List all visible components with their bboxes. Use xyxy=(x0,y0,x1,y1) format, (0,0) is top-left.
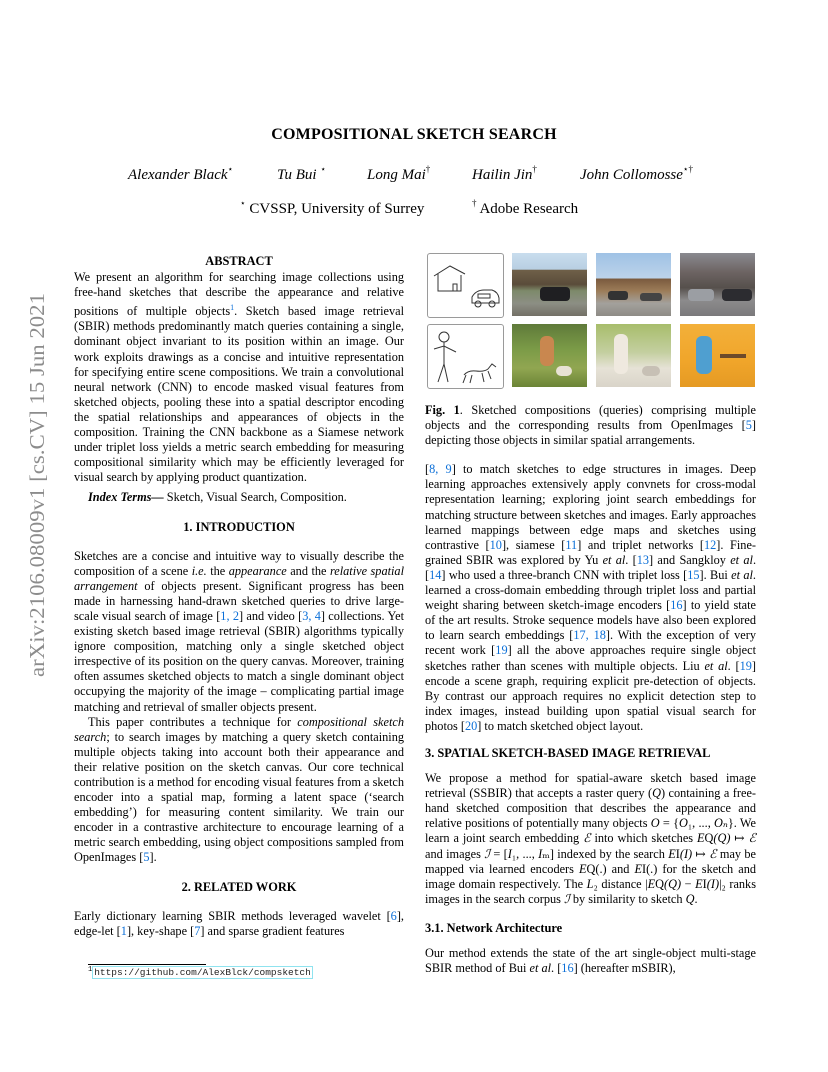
author-bui: Tu Bui ⋆ xyxy=(277,164,326,183)
arxiv-identifier: arXiv:2106.08009v1 [cs.CV] 15 Jun 2021 xyxy=(25,315,49,677)
paper-title: COMPOSITIONAL SKETCH SEARCH xyxy=(271,126,557,143)
citation-link[interactable]: 19 xyxy=(495,643,508,658)
footnote-rule xyxy=(88,964,206,965)
network-architecture-paragraph: Our method extends the state of the art single-object multi-stage SBIR method of Bui et al. [16] (hereafter mSBIR), xyxy=(425,946,756,976)
citation-link[interactable]: 5 xyxy=(143,850,150,865)
method-heading: 3. SPATIAL SKETCH-BASED IMAGE RETRIEVAL xyxy=(425,745,711,760)
citation-link[interactable]: 10 xyxy=(489,537,502,552)
author-black: Alexander Black⋆ xyxy=(128,164,234,183)
result-photo-parked-cars xyxy=(680,253,755,316)
footnote-ref[interactable]: 1 xyxy=(230,303,235,313)
result-photo-street-building xyxy=(596,253,671,316)
author-collomosse: John Collomosse⋆† xyxy=(580,164,694,183)
related-heading: 2. RELATED WORK xyxy=(181,879,297,894)
arxiv-stamp xyxy=(14,290,54,680)
citation-link[interactable]: 6 xyxy=(390,908,397,923)
author-jin: Hailin Jin† xyxy=(472,164,537,183)
result-photo-kid-orange xyxy=(680,324,755,387)
intro-paragraph-1: Sketches are a concise and intuitive way to visually describe the composition of a scene i.e. the appearance and the relative spatial arrangement of objects present. Significant progress has been made in harnessing hand-drawn sketched queries to drive large-scale visual search of image [1, 2] and video [3, 4] collections. Yet existing sketch based image retrieval (SBIR) algorithms typically ignore composition, matching only a single sketched object irrespective of its position on the query canvas. Moreover, training often assumes sketched objects to match a single dominant object occupying the majority of the image – complicating partial image matching and retrieval of smaller objects present. xyxy=(74,548,405,714)
citation-link[interactable]: 17, 18 xyxy=(573,628,606,643)
citation-link[interactable]: 7 xyxy=(194,923,201,938)
intro-paragraph-2: This paper contributes a technique for compositional sketch search; to search images by matching a query sketch containing multiple objects taking into account both their appearance and their relative position on the sketch canvas. Our core technical contribution is a method for encoding visual features from a sketch encoder into a spatial map, forming a latent space (‘search embedding’) for measuring content similarity. We train our encoder in a contrastive architecture to encourage learning of a metric search embedding, using object compositions sampled from OpenImages [5]. xyxy=(74,714,404,865)
affiliation-adobe: † Adobe Research xyxy=(472,198,579,217)
intro-heading: 1. INTRODUCTION xyxy=(183,519,295,534)
citation-link[interactable]: 19 xyxy=(739,658,752,673)
left-column xyxy=(74,254,404,939)
sketch-query-person-dog xyxy=(427,324,504,389)
citation-link[interactable]: 16 xyxy=(670,598,683,613)
citation-link[interactable]: 20 xyxy=(464,718,478,733)
figure-1-caption: Fig. 1. Sketched compositions (queries) comprising multiple objects and the corresponding results from OpenImages [5] depicting those objects in similar spatial arrangements. xyxy=(425,403,757,448)
citation-link[interactable]: 14 xyxy=(429,567,442,582)
citation-link[interactable]: 11 xyxy=(565,537,578,552)
affiliation-surrey: ⋆ CVSSP, University of Surrey xyxy=(240,198,425,217)
abstract-text: We present an algorithm for searching image collections using free-hand sketches that describe the appearance and relative positions of multiple objects$^1$. Sketch based image retrieval (SBIR) methods predominantly match queries containing a single, dominant object invariant to its position within an image. Our work exploits drawings as a concise and intuitive representation for specifying entire scene compositions. We train a convolutional neural network (CNN) to encode masked visual features from sketched objects, pooling these into a spatial descriptor encoding the spatial relationships and appearances of objects in the composition. Training the CNN backbone as a Siamese network under triplet loss yields a metric search embedding for measuring compositional similarity which may be efficiently leveraged for visual search by applying product quantization. xyxy=(74,270,404,485)
citation-link[interactable]: 1, 2 xyxy=(220,608,239,623)
index-terms: Index Terms— Sketch, Visual Search, Composition. xyxy=(88,490,347,505)
related-paragraph-continued: [8, 9] to match sketches to edge structures in images. Deep learning approaches extensively apply convnets for cross-modal representation learning; exploring joint search embeddings for matching structure between sketches and images. Early approaches learned mappings between edge maps and sketches using contrastive [10], siamese [11] and triplet networks [12]. Fine-grained SBIR was explored by Yu et al. [13] and Sangkloy et al. [14] who used a three-branch CNN with triplet loss [15]. Bui et al. learned a cross-domain embedding through triplet loss and partial weight sharing between sketch-image encoders [16] to yield state of the art results. Stroke sequence models have also been explored to learn search embeddings [17, 18]. With the exception of very recent work [19] all the above approaches require single object sketches rather than scenes with multiple objects. Liu et al. [19] encode a scene graph, requiring explicit pre-detection of objects. By contrast our approach requires no explicit detection step to index images, instead building upon spatial visual search for photos [20] to match sketched object layout. xyxy=(425,462,757,733)
citation-link[interactable]: 16 xyxy=(561,961,574,976)
citation-link[interactable]: 8, 9 xyxy=(429,462,452,477)
citation-link[interactable]: 12 xyxy=(703,537,717,552)
right-column xyxy=(425,403,756,976)
sketch-query-house-car xyxy=(427,253,504,318)
author-mai: Long Mai† xyxy=(367,164,431,183)
citation-link[interactable]: 1 xyxy=(120,923,127,938)
abstract-heading: ABSTRACT xyxy=(205,254,273,268)
citation-link[interactable]: 3, 4 xyxy=(302,608,321,623)
figure-1 xyxy=(427,253,755,389)
result-photo-child-dog-grass xyxy=(512,324,587,387)
result-photo-driveway xyxy=(512,253,587,316)
related-paragraph-1: Early dictionary learning SBIR methods leveraged wavelet [6], edge-let [1], key-shape [7] and sparse gradient features xyxy=(74,908,404,938)
footnote-link[interactable]: https://github.com/AlexBlck/compsketch xyxy=(94,967,311,979)
method-paragraph-1: We propose a method for spatial-aware sketch based image retrieval (SSBIR) that accepts a raster query (Q) containing a free-hand sketched composition that describes the appearance and relative positions of potentially many objects O = {O₁, ..., Oₙ}. We learn a joint search embedding ℰ into which sketches EQ(Q) ↦ ℰ and images ℐ = [I₁, ..., Iₘ] indexed by the search EI(I) ↦ ℰ may be mapped via learned encoders EQ(.) and EI(.) for the sketch and image domain respectively. The L₂ distance |EQ(Q) − EI(I)|₂ ranks images in the search corpus ℐ by similarity to sketch Q. xyxy=(425,771,757,906)
citation-link[interactable]: 15 xyxy=(687,567,700,582)
result-photo-girl-dog xyxy=(596,324,671,387)
footnote: $^1$ https://github.com/AlexBlck/compsketch xyxy=(88,966,311,979)
citation-link[interactable]: 13 xyxy=(636,552,650,567)
network-architecture-heading: 3.1. Network Architecture xyxy=(425,920,563,935)
